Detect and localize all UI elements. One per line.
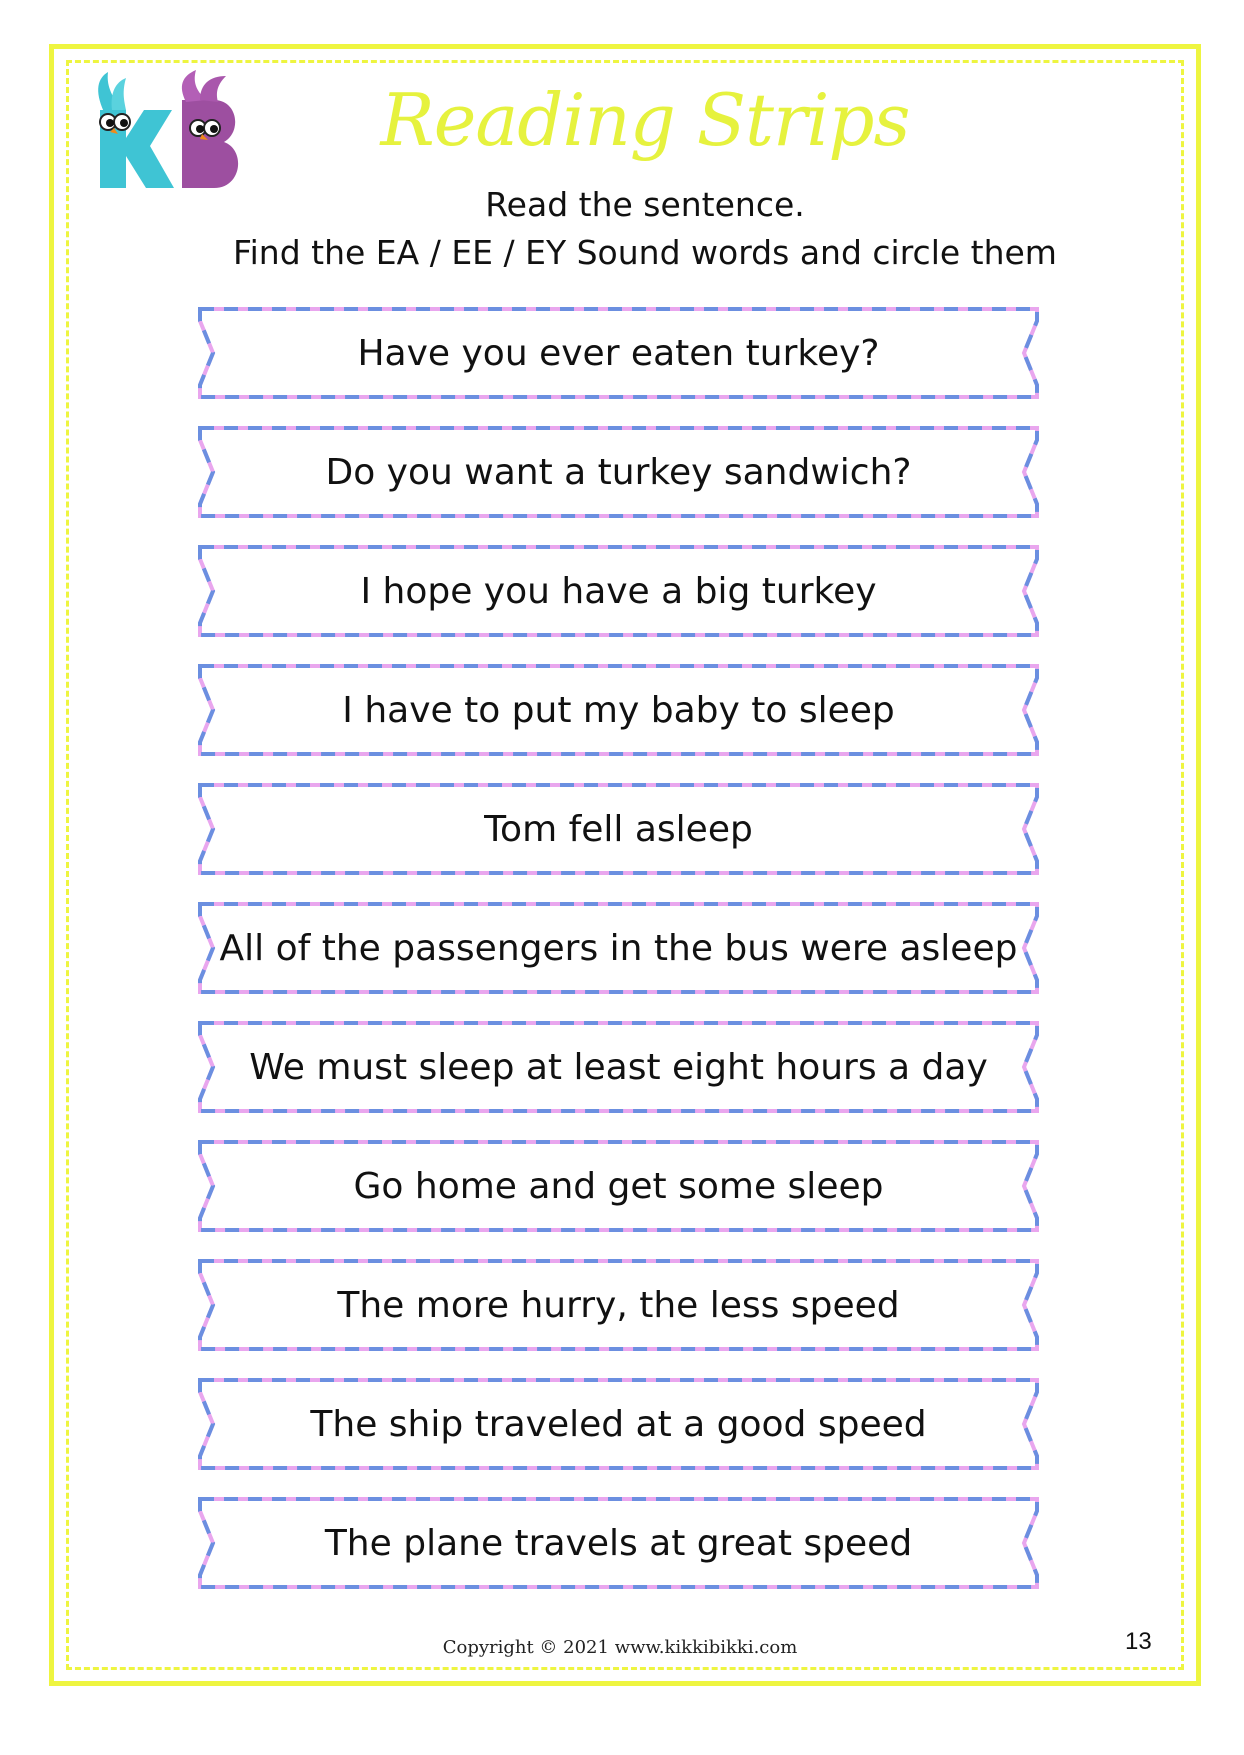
strip-sentence: All of the passengers in the bus were asleep xyxy=(219,927,1018,969)
reading-strip xyxy=(192,662,1045,758)
reading-strip xyxy=(192,1257,1045,1353)
strip-sentence: We must sleep at least eight hours a day xyxy=(249,1046,988,1088)
reading-strip xyxy=(192,424,1045,520)
reading-strip xyxy=(192,1019,1045,1115)
page-number: 13 xyxy=(1125,1628,1152,1655)
strip-sentence: Go home and get some sleep xyxy=(353,1165,884,1207)
strip-sentence: I hope you have a big turkey xyxy=(360,570,877,612)
strip-sentence: Tom fell asleep xyxy=(484,808,753,850)
reading-strip xyxy=(192,1376,1045,1472)
reading-strip xyxy=(192,543,1045,639)
strip-sentence: Do you want a turkey sandwich? xyxy=(325,451,912,493)
instruction-line-2: Find the EA / EE / EY Sound words and circle them xyxy=(233,233,1057,272)
strip-sentence: The plane travels at great speed xyxy=(324,1522,913,1564)
reading-strip xyxy=(192,781,1045,877)
strip-sentence: I have to put my baby to sleep xyxy=(342,689,895,731)
reading-strip xyxy=(192,1138,1045,1234)
strip-sentence: Have you ever eaten turkey? xyxy=(357,332,880,374)
reading-strip xyxy=(192,305,1045,401)
reading-strip xyxy=(192,900,1045,996)
strip-sentence: The more hurry, the less speed xyxy=(337,1284,900,1326)
strip-sentence: The ship traveled at a good speed xyxy=(310,1403,927,1445)
instruction-line-1: Read the sentence. xyxy=(485,185,805,224)
page-title: Reading Strips xyxy=(380,78,910,162)
reading-strips xyxy=(192,305,1045,1614)
reading-strip xyxy=(192,1495,1045,1591)
copyright-notice: Copyright © 2021 www.kikkibikki.com xyxy=(442,1637,798,1658)
